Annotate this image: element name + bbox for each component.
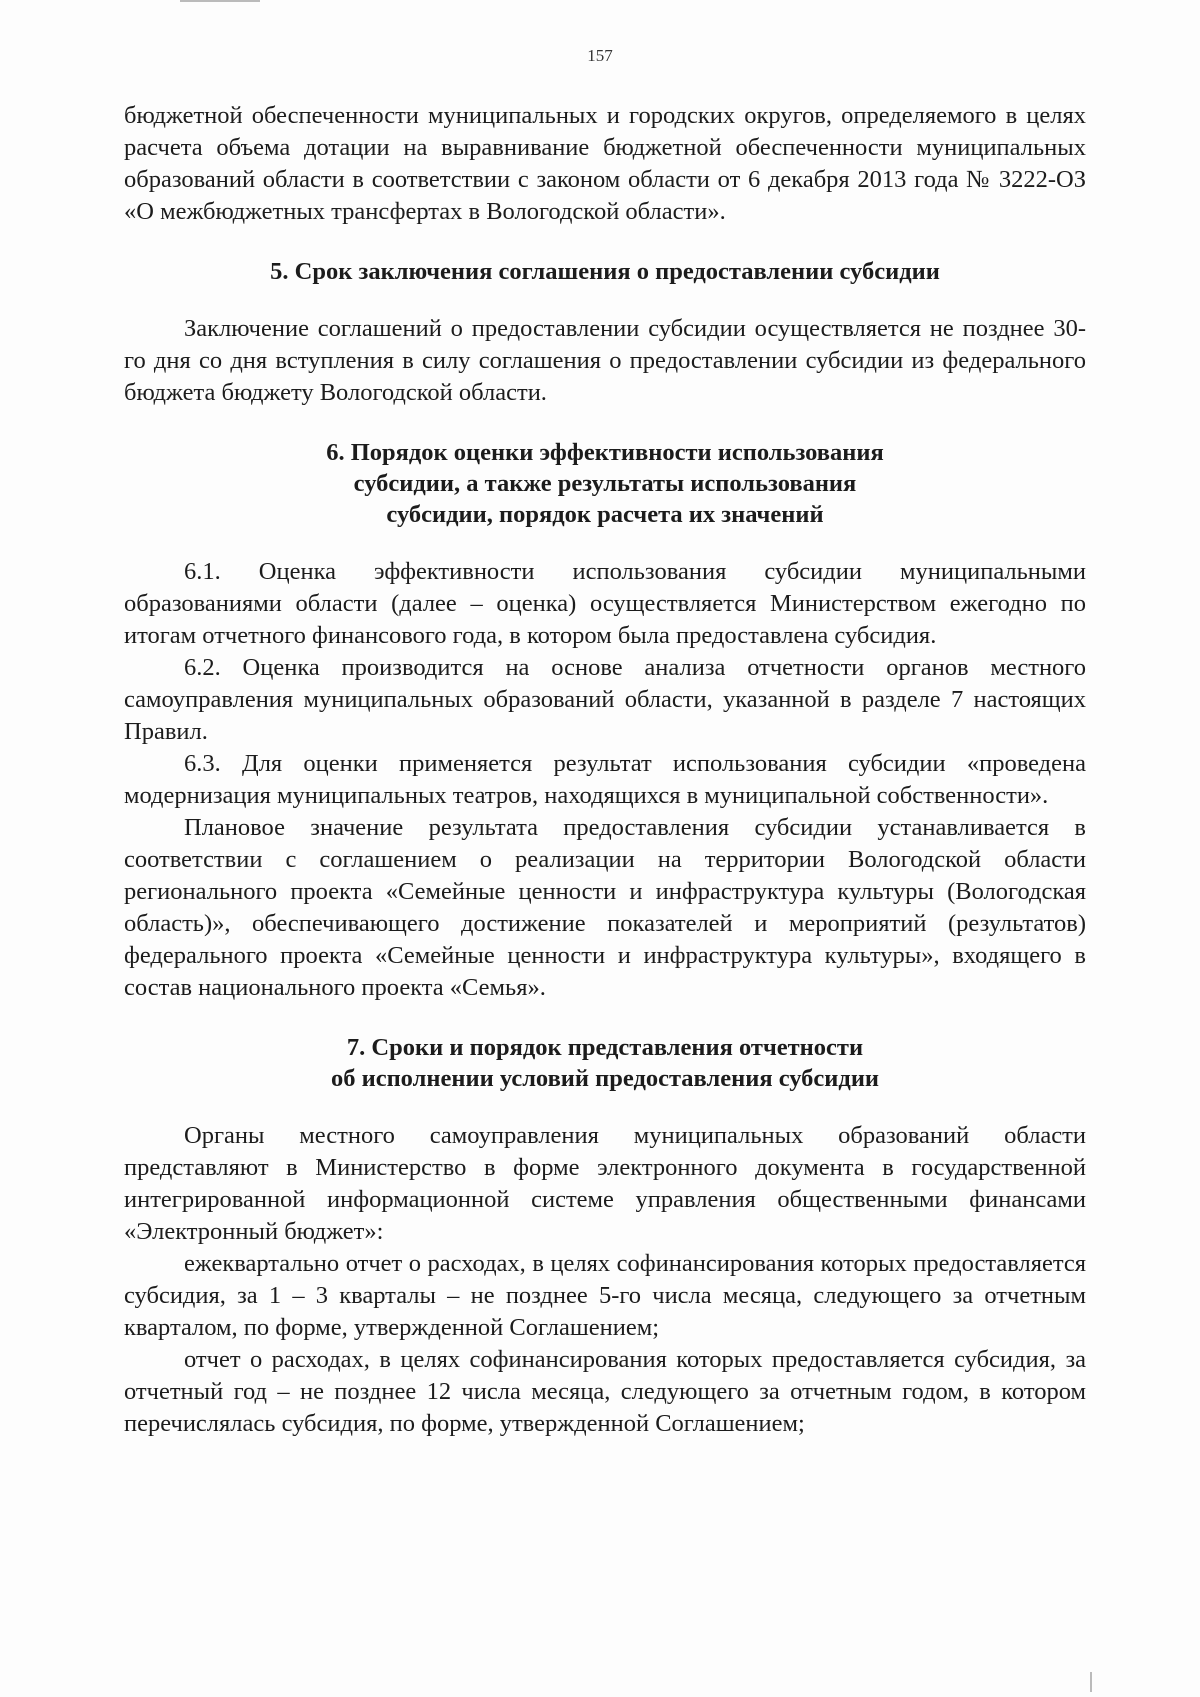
section-6-paragraph: Плановое значение результата предоставления субсидии устанавливается в соответствии с соглашением о реализации на территории Вологодской области регионального проекта «Семейные ценности и инфраструктура культуры (Вологодская область)», обеспечивающего достижение показателей и мероприятий (результатов) федерального проекта «Семейные ценности и инфраструктура культуры», входящего в состав национального проекта «Семья». — [124, 814, 1086, 1001]
scan-artifact — [1090, 1672, 1092, 1692]
section-6-paragraph: 6.3. Для оценки применяется результат использования субсидии «проведена модернизация муниципальных театров, находящихся в муниципальной собственности». — [124, 750, 1086, 809]
section-6-paragraph: 6.2. Оценка производится на основе анализа отчетности органов местного самоуправления муниципальных образований области, указанной в разделе 7 настоящих Правил. — [124, 654, 1086, 745]
section-6-paragraph: 6.1. Оценка эффективности использования субсидии муниципальными образованиями области (далее – оценка) осуществляется Министерством ежегодно по итогам отчетного финансового года, в котором была предоставлена субсидия. — [124, 558, 1086, 649]
section-7-heading — [124, 1032, 1086, 1094]
section-6-heading — [124, 437, 1086, 530]
section-5-paragraph: Заключение соглашений о предоставлении субсидии осуществляется не позднее 30-го дня со дня вступления в силу соглашения о предоставлении субсидии из федерального бюджета бюджету Вологодской области. — [124, 315, 1086, 406]
section-7-heading-line: 7. Сроки и порядок представления отчетности — [346, 1034, 864, 1061]
section-6-heading-line: 6. Порядок оценки эффективности использования — [326, 439, 884, 466]
section-7-heading-line: об исполнении условий предоставления субсидии — [330, 1065, 880, 1092]
scan-artifact — [180, 0, 260, 2]
document-body — [124, 100, 1086, 1440]
intro-paragraph: бюджетной обеспеченности муниципальных и городских округов, определяемого в целях расчета объема дотации на выравнивание бюджетной обеспеченности муниципальных образований области в соответствии с законом области от 6 декабря 2013 года № 3222-ОЗ «О межбюджетных трансфертах в Вологодской области». — [124, 102, 1086, 225]
section-7-paragraph: ежеквартально отчет о расходах, в целях софинансирования которых предоставляется субсидия, за 1 – 3 кварталы – не позднее 5-го числа месяца, следующего за отчетным кварталом, по форме, утвержденной Соглашением; — [124, 1250, 1086, 1341]
section-5-heading: 5. Срок заключения соглашения о предоставлении субсидии — [270, 258, 940, 285]
section-6-heading-line: субсидии, порядок расчета их значений — [386, 501, 824, 528]
section-7-paragraph: Органы местного самоуправления муниципальных образований области представляют в Министерство в форме электронного документа в государственной интегрированной информационной системе управления общественными финансами «Электронный бюджет»: — [124, 1122, 1086, 1245]
section-7-paragraph: отчет о расходах, в целях софинансирования которых предоставляется субсидия, за отчетный год – не позднее 12 числа месяца, следующего за отчетным годом, в котором перечислялась субсидия, по форме, утвержденной Соглашением; — [124, 1346, 1086, 1437]
page-number: 157 — [587, 46, 613, 65]
section-6-heading-line: субсидии, а также результаты использования — [353, 470, 857, 497]
